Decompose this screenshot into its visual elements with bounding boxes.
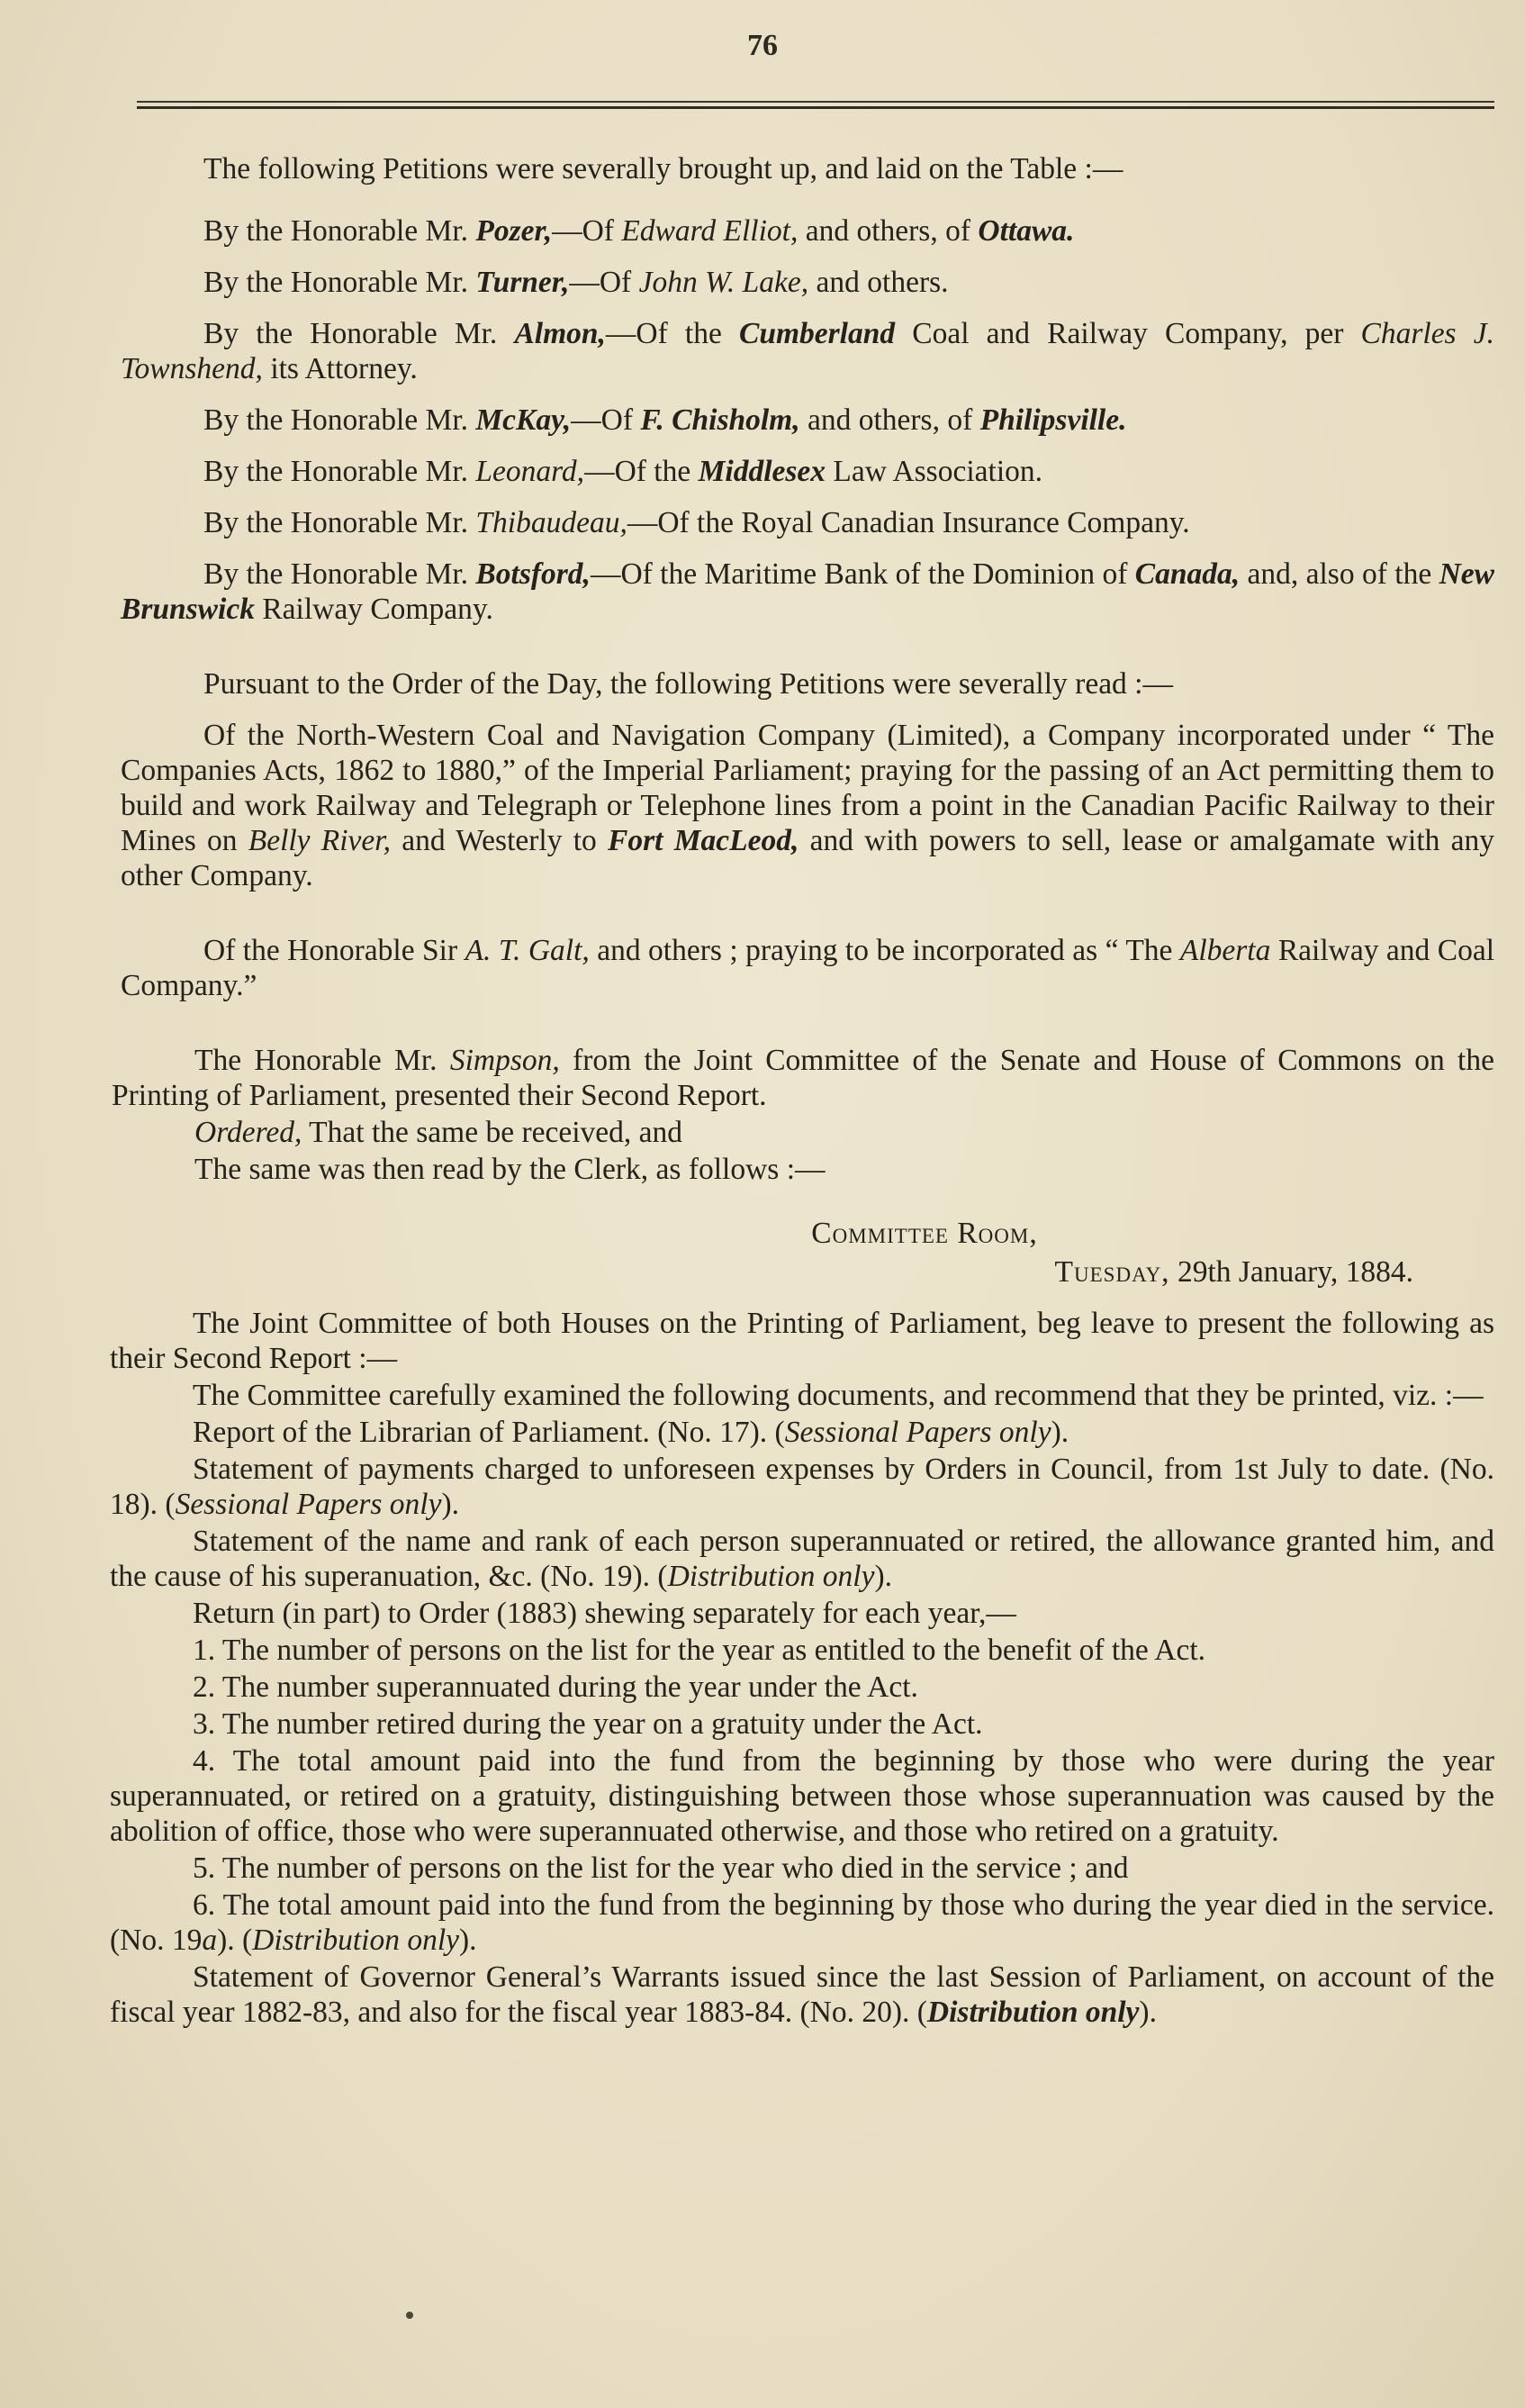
petition-mckay: By the Honorable Mr. McKay,—Of F. Chisholm, and others, of Philipsville. — [203, 403, 1127, 437]
header-rule-thin — [137, 101, 1494, 103]
page-body — [110, 151, 1494, 2030]
read-intro: Pursuant to the Order of the Day, the following Petitions were severally read :— — [203, 667, 1173, 701]
report-intro: The Honorable Mr. Simpson, from the Joint Committee of the Senate and House of Commons on the Printing of Parliament, presented their Second Report. — [112, 1044, 1494, 1112]
petition-pozer: By the Honorable Mr. Pozer,—Of Edward Elliot, and others, of Ottawa. — [203, 214, 1075, 248]
second-report — [110, 1306, 1494, 2030]
return-item-2: 2. The number superannuated during the year under the Act. — [193, 1670, 918, 1704]
return-item-1: 1. The number of persons on the list for the year as entitled to the benefit of the Act. — [193, 1634, 1206, 1667]
petition-leonard: By the Honorable Mr. Leonard,—Of the Middlesex Law Association. — [203, 455, 1043, 488]
return-item-4: 4. The total amount paid into the fund from the beginning by those who were during the year superannuated, or retired on a gratuity, distinguishing between those whose superannuation was caused by the abolition of office, those who were superannuated otherwise, and those who retired on a gratuity. — [110, 1744, 1494, 1848]
report-item-librarian: Report of the Librarian of Parliament. (No. 17). (Sessional Papers only). — [193, 1416, 1069, 1449]
petition-turner: By the Honorable Mr. Turner,—Of John W. Lake, and others. — [203, 266, 949, 299]
ordered-line: Ordered, That the same be received, and — [194, 1116, 683, 1149]
petition-botsford: By the Honorable Mr. Botsford,—Of the Maritime Bank of the Dominion of Canada, and, also of the New Brunswick Railway Company. — [121, 557, 1494, 626]
return-item-3: 3. The number retired during the year on a gratuity under the Act. — [193, 1707, 983, 1741]
petitions-intro: The following Petitions were severally brought up, and laid on the Table :— — [203, 152, 1123, 186]
petition-thibaudeau: By the Honorable Mr. Thibaudeau,—Of the Royal Canadian Insurance Company. — [203, 506, 1190, 539]
ink-speck — [406, 2312, 413, 2319]
petition-galt: Of the Honorable Sir A. T. Galt, and others ; praying to be incorporated as “ The Alberta Railway and Coal Company.” — [121, 934, 1494, 1002]
petition-almon: By the Honorable Mr. Almon,—Of the Cumberland Coal and Railway Company, per Charles J. Townshend, its Attorney. — [121, 317, 1494, 385]
report-item-superannuated: Statement of the name and rank of each person superannuated or retired, the allowance granted him, and the cause of his superanuation, &c. (No. 19). (Distribution only). — [110, 1525, 1494, 1593]
report-para-2: The Committee carefully examined the following documents, and recommend that they be printed, viz. :— — [193, 1379, 1484, 1412]
petition-north-western: Of the North-Western Coal and Navigation Company (Limited), a Company incorporated under “ The Companies Acts, 1862 to 1880,” of the Imperial Parliament; praying for the passing of an Act permitting them to build and work Railway and Telegraph or Telephone lines from a point in the Canadian Pacific Railway to their Mines on Belly River, and Westerly to Fort MacLeod, and with powers to sell, lease or amalgamate with any other Company. — [121, 719, 1494, 892]
read-by-clerk: The same was then read by the Clerk, as follows :— — [194, 1153, 826, 1186]
header-rule-thick — [137, 106, 1494, 109]
report-item-return: Return (in part) to Order (1883) shewing separately for each year,— — [193, 1597, 1016, 1630]
committee-room-heading: Committee Room, — [811, 1217, 1038, 1250]
report-date: Tuesday, 29th January, 1884. — [1054, 1255, 1413, 1289]
return-item-6: 6. The total amount paid into the fund from the beginning by those who during the year died in the service. (No. 19a). (Distribution only). — [110, 1888, 1494, 1957]
report-item-payments: Statement of payments charged to unforeseen expenses by Orders in Council, from 1st July to date. (No. 18). (Sessional Papers only). — [110, 1453, 1494, 1521]
report-para-1: The Joint Committee of both Houses on the Printing of Parliament, beg leave to present the following as their Second Report :— — [110, 1307, 1494, 1375]
report-item-warrants: Statement of Governor General’s Warrants issued since the last Session of Parliament, on account of the fiscal year 1882-83, and also for the fiscal year 1883-84. (No. 20). (Distribution only). — [110, 1960, 1494, 2029]
return-item-5: 5. The number of persons on the list for the year who died in the service ; and — [193, 1851, 1129, 1885]
page-number: 76 — [747, 29, 778, 62]
